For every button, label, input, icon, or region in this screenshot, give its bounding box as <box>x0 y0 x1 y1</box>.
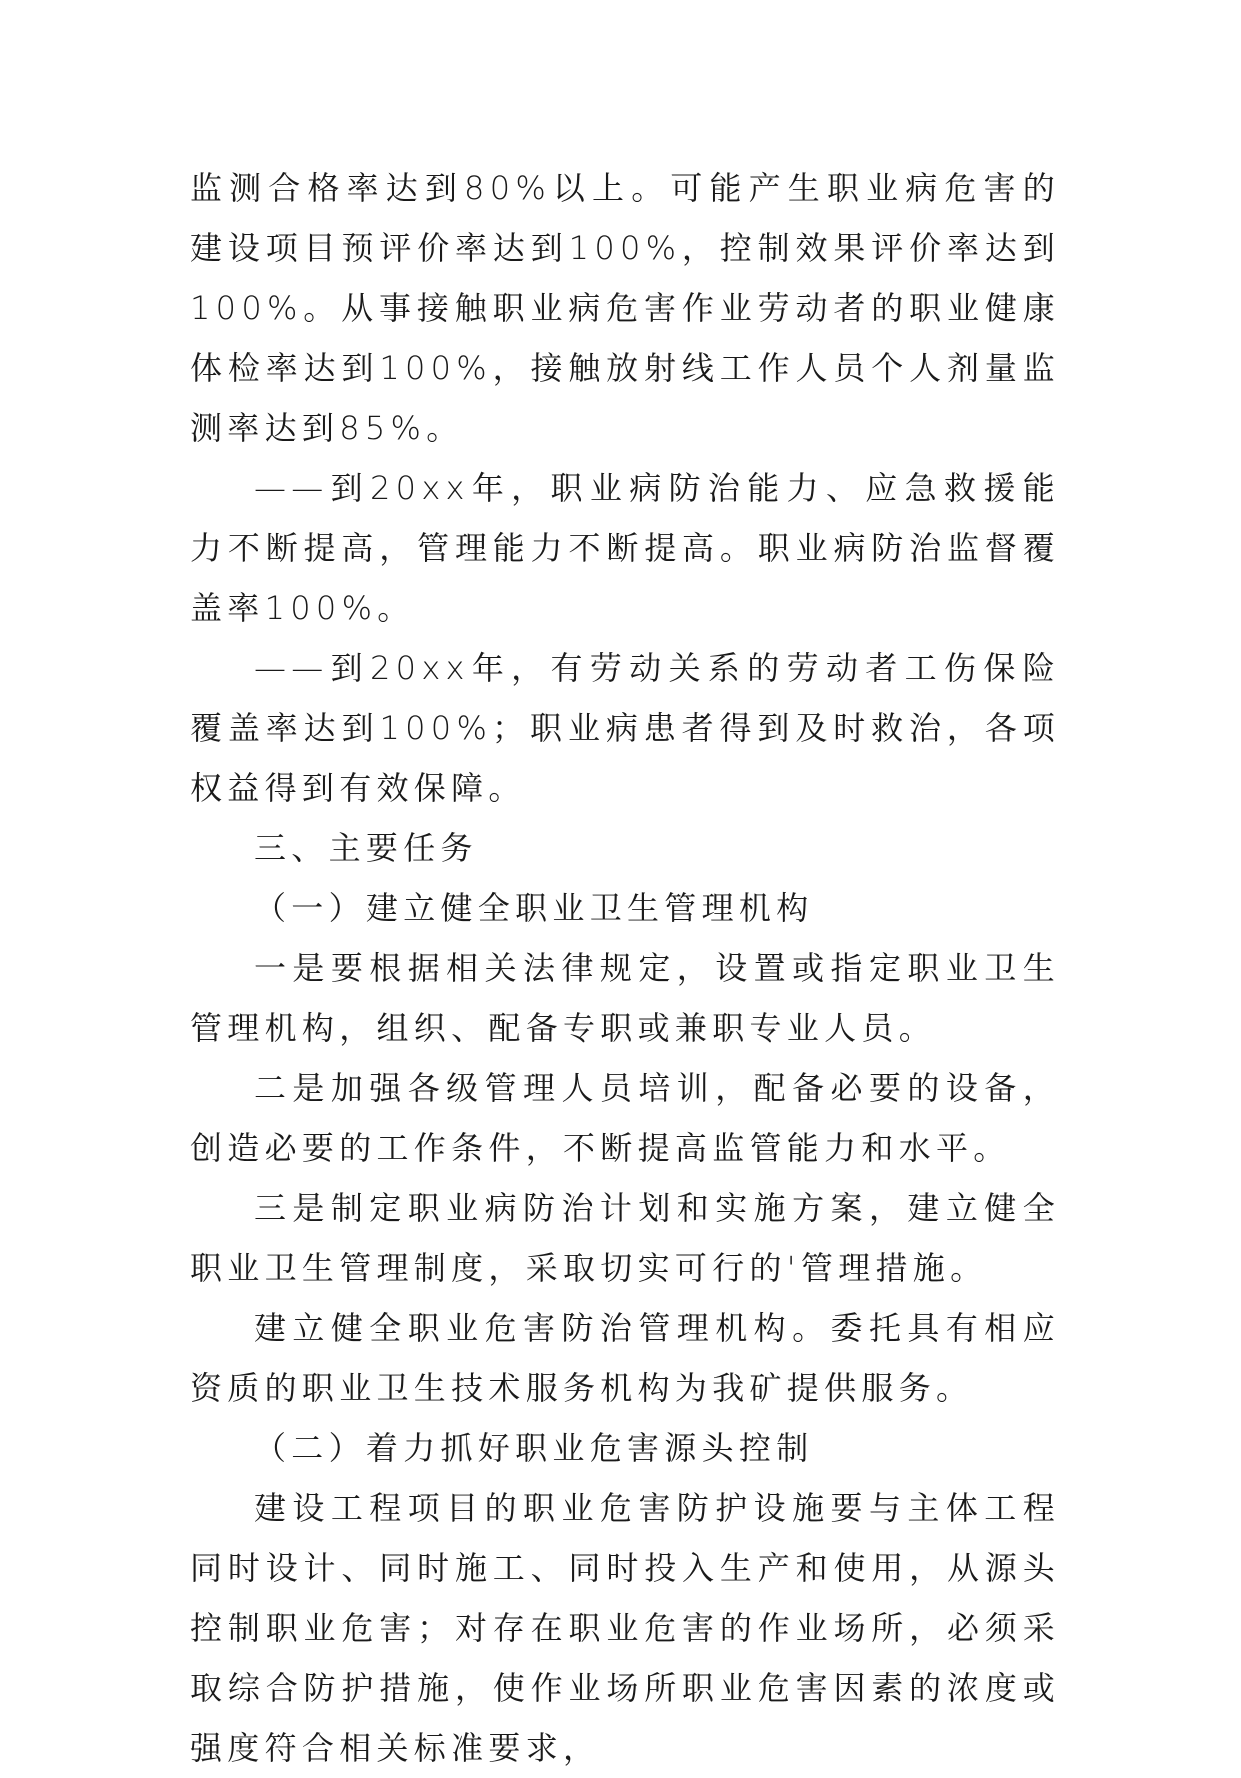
section-heading-main-tasks: 三、主要任务 <box>254 829 478 867</box>
paragraph-source-control: 建设工程项目的职业危害防护设施要与主体工程同时设计、同时施工、同时投入生产和使用，从源头控制职业危害；对存在职业危害的作业场所，必须采取综合防护措施，使作业场所职业危害因素的浓度或强度符合相关标准要求， <box>190 1489 1060 1767</box>
subsection-heading-management: （一）建立健全职业卫生管理机构 <box>254 889 814 927</box>
subsection-heading-source-control: （二）着力抓好职业危害源头控制 <box>254 1429 814 1467</box>
document-body <box>190 158 1060 1778</box>
paragraph-insurance-goal: ——到20xx年，有劳动关系的劳动者工伤保险覆盖率达到100%；职业病患者得到及时救治，各项权益得到有效保障。 <box>190 649 1060 807</box>
paragraph-task-three: 三是制定职业病防治计划和实施方案，建立健全职业卫生管理制度，采取切实可行的'管理措施。 <box>190 1189 1060 1287</box>
paragraph-monitoring-targets: 监测合格率达到80%以上。可能产生职业病危害的建设项目预评价率达到100%，控制效果评价率达到100%。从事接触职业病危害作业劳动者的职业健康体检率达到100%，接触放射线工作人员个人剂量监测率达到85%。 <box>190 169 1060 447</box>
paragraph-task-one: 一是要根据相关法律规定，设置或指定职业卫生管理机构，组织、配备专职或兼职专业人员。 <box>190 949 1060 1047</box>
paragraph-capacity-goal: ——到20xx年，职业病防治能力、应急救援能力不断提高，管理能力不断提高。职业病防治监督覆盖率100%。 <box>190 469 1060 627</box>
paragraph-task-two: 二是加强各级管理人员培训，配备必要的设备，创造必要的工作条件，不断提高监管能力和水平。 <box>190 1069 1060 1167</box>
paragraph-establish-agency: 建立健全职业危害防治管理机构。委托具有相应资质的职业卫生技术服务机构为我矿提供服务。 <box>190 1309 1060 1407</box>
